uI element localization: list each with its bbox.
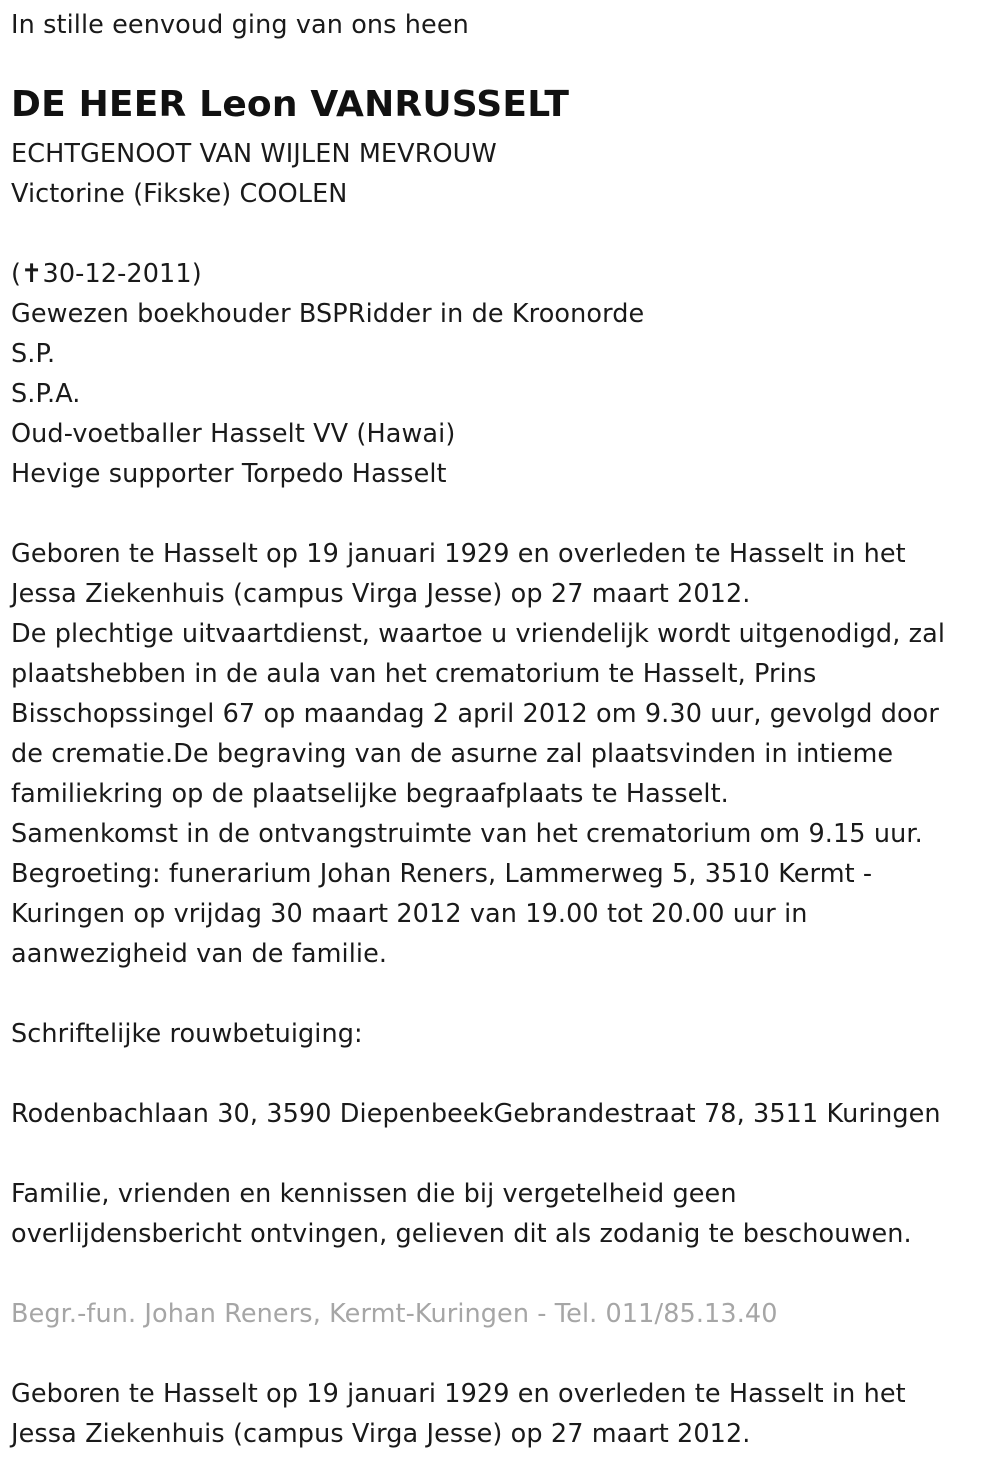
deceased-name: DE HEER Leon VANRUSSELT xyxy=(11,84,570,125)
body-line: Bisschopssingel 67 op maandag 2 april 2012 om 9.30 uur, gevolgd door xyxy=(11,699,939,729)
spouse-death-date: (✝30-12-2011) xyxy=(11,259,202,289)
spouse-line-2: Victorine (Fikske) COOLEN xyxy=(11,179,348,209)
footer-line: Geboren te Hasselt op 19 januari 1929 en overleden te Hasselt in het xyxy=(11,1379,906,1409)
body-line: Kuringen op vrijdag 30 maart 2012 van 19.00 tot 20.00 uur in xyxy=(11,899,808,929)
affiliation-item: Oud-voetballer Hasselt VV (Hawai) xyxy=(11,419,456,449)
condolence-addresses: Rodenbachlaan 30, 3590 DiepenbeekGebrandestraat 78, 3511 Kuringen xyxy=(11,1099,941,1129)
body-line: De plechtige uitvaartdienst, waartoe u vriendelijk wordt uitgenodigd, zal xyxy=(11,619,946,649)
body-line: de crematie.De begraving van de asurne zal plaatsvinden in intieme xyxy=(11,739,894,769)
funeral-home-credit: Begr.-fun. Johan Reners, Kermt-Kuringen - Tel. 011/85.13.40 xyxy=(11,1299,778,1329)
body-line: familiekring op de plaatselijke begraafplaats te Hasselt. xyxy=(11,779,729,809)
body-line: Samenkomst in de ontvangstruimte van het crematorium om 9.15 uur. xyxy=(11,819,923,849)
body-line: Geboren te Hasselt op 19 januari 1929 en overleden te Hasselt in het xyxy=(11,539,906,569)
spouse-line-1: ECHTGENOOT VAN WIJLEN MEVROUW xyxy=(11,139,497,169)
affiliation-item: Hevige supporter Torpedo Hasselt xyxy=(11,459,447,489)
intro-text: In stille eenvoud ging van ons heen xyxy=(11,10,469,40)
footer-line: Jessa Ziekenhuis (campus Virga Jesse) op 27 maart 2012. xyxy=(11,1419,751,1449)
body-line: Jessa Ziekenhuis (campus Virga Jesse) op 27 maart 2012. xyxy=(11,579,751,609)
notice-line: overlijdensbericht ontvingen, gelieven dit als zodanig te beschouwen. xyxy=(11,1219,912,1249)
body-line: aanwezigheid van de familie. xyxy=(11,939,388,969)
condolence-label: Schriftelijke rouwbetuiging: xyxy=(11,1019,363,1049)
notice-line: Familie, vrienden en kennissen die bij vergetelheid geen xyxy=(11,1179,737,1209)
affiliation-item: S.P. xyxy=(11,339,56,369)
affiliation-item: S.P.A. xyxy=(11,379,81,409)
affiliation-item: Gewezen boekhouder BSPRidder in de Kroonorde xyxy=(11,299,645,329)
body-line: Begroeting: funerarium Johan Reners, Lammerweg 5, 3510 Kermt - xyxy=(11,859,873,889)
body-line: plaatshebben in de aula van het crematorium te Hasselt, Prins xyxy=(11,659,817,689)
